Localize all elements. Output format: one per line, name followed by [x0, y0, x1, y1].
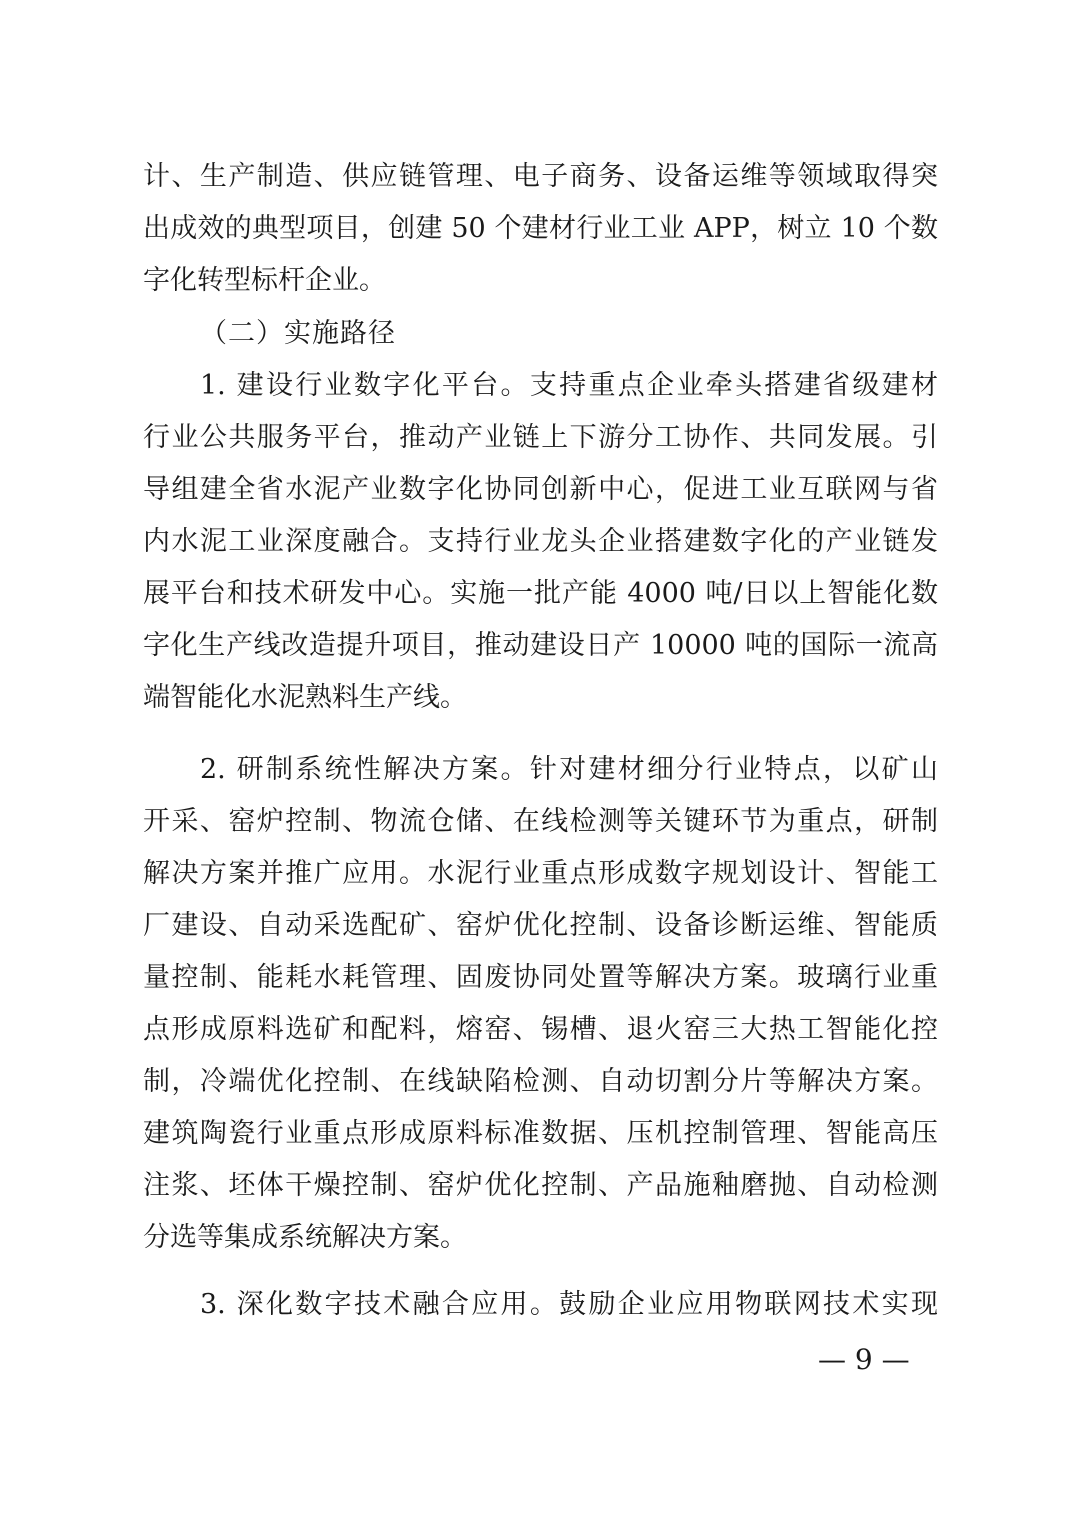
item-2-line: 开采、窑炉控制、物流仓储、在线检测等关键环节为重点，研制 [143, 806, 938, 837]
item-1-line: 端智能化水泥熟料生产线。 [143, 682, 467, 713]
item-1-line: 字化生产线改造提升项目，推动建设日产 10000 吨的国际一流高 [143, 630, 938, 661]
item-2-line: 建筑陶瓷行业重点形成原料标准数据、压机控制管理、智能高压 [143, 1118, 938, 1149]
item-1-line: 导组建全省水泥产业数字化协同创新中心，促进工业互联网与省 [143, 474, 938, 505]
item-2-line: 厂建设、自动采选配矿、窑炉优化控制、设备诊断运维、智能质 [143, 910, 938, 941]
item-1-line: 展平台和技术研发中心。实施一批产能 4000 吨/日以上智能化数 [143, 578, 938, 609]
item-2-line: 2. 研制系统性解决方案。针对建材细分行业特点，以矿山 [200, 754, 938, 785]
item-2-line: 量控制、能耗水耗管理、固废协同处置等解决方案。玻璃行业重 [143, 962, 938, 993]
item-1-line: 内水泥工业深度融合。支持行业龙头企业搭建数字化的产业链发 [143, 526, 938, 557]
item-1-line: 1. 建设行业数字化平台。支持重点企业牵头搭建省级建材 [200, 370, 938, 401]
item-2-line: 制，冷端优化控制、在线缺陷检测、自动切割分片等解决方案。 [143, 1066, 938, 1097]
section-heading: （二）实施路径 [200, 318, 396, 349]
item-2-line: 注浆、坯体干燥控制、窑炉优化控制、产品施釉磨抛、自动检测 [143, 1170, 938, 1201]
item-2-line: 解决方案并推广应用。水泥行业重点形成数字规划设计、智能工 [143, 858, 938, 889]
paragraph-line: 出成效的典型项目，创建 50 个建材行业工业 APP，树立 10 个数 [143, 213, 938, 244]
paragraph-line: 计、生产制造、供应链管理、电子商务、设备运维等领域取得突 [143, 161, 938, 192]
item-3-line: 3. 深化数字技术融合应用。鼓励企业应用物联网技术实现 [200, 1289, 938, 1320]
item-1-line: 行业公共服务平台，推动产业链上下游分工协作、共同发展。引 [143, 422, 938, 453]
item-2-line: 分选等集成系统解决方案。 [143, 1222, 467, 1253]
paragraph-line: 字化转型标杆企业。 [143, 265, 386, 296]
item-2-line: 点形成原料选矿和配料，熔窑、锡槽、退火窑三大热工智能化控 [143, 1014, 938, 1045]
page-number: — 9 — [818, 1343, 910, 1376]
